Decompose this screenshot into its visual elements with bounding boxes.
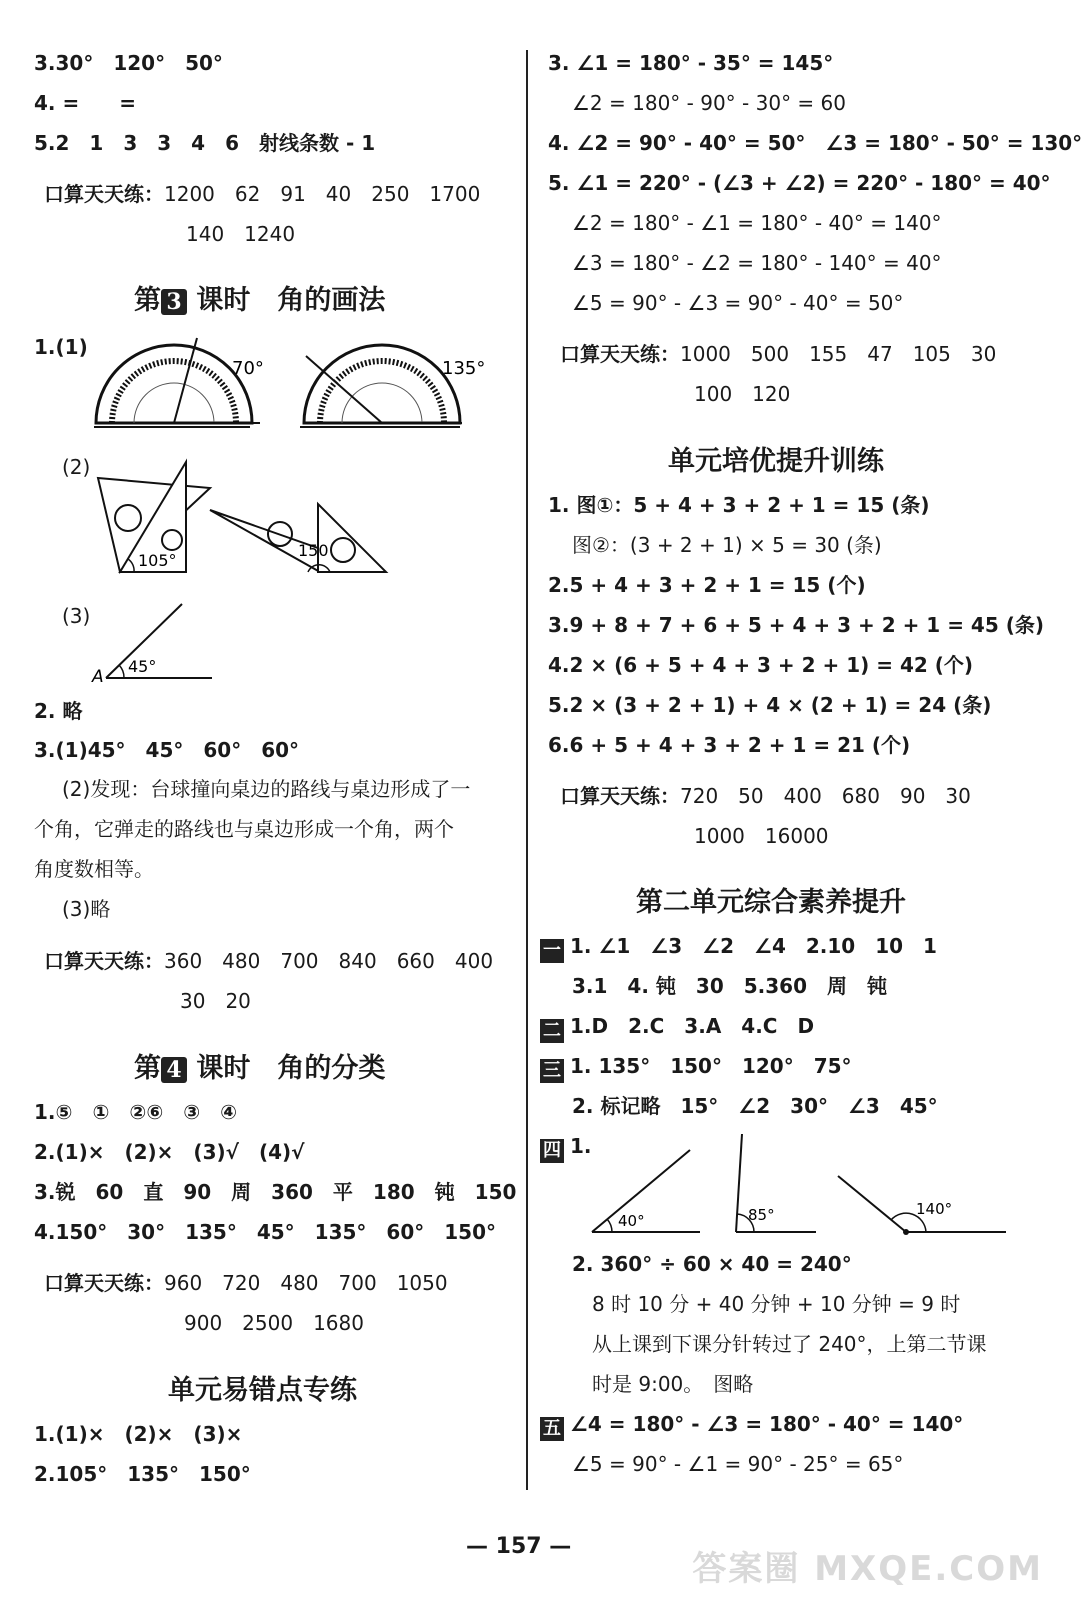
answer-line: ∠5 = 90° - ∠3 = 90° - 40° = 50° bbox=[572, 291, 904, 315]
answer-line: 时是 9:00。 图略 bbox=[592, 1372, 754, 1396]
mental-math-values: 1000 500 155 47 105 30 bbox=[680, 342, 997, 366]
mental-math-label: 口算天天练： bbox=[44, 182, 164, 206]
angle-45-figure bbox=[90, 598, 220, 688]
angle-label-135: 135° bbox=[442, 358, 486, 379]
mental-math-values: 30 20 bbox=[180, 989, 251, 1013]
mental-math-row bbox=[560, 341, 996, 367]
mental-math-values: 100 120 bbox=[694, 382, 791, 406]
answer-line: 五 ∠4 = 180° - ∠3 = 180° - 40° = 140° bbox=[540, 1411, 963, 1441]
answer-line: 四 1. bbox=[540, 1133, 592, 1163]
answer-line: 2. 略 bbox=[34, 699, 83, 723]
answer-line: 3. ∠1 = 180° - 35° = 145° bbox=[548, 51, 834, 75]
mental-math-label: 口算天天练： bbox=[560, 784, 680, 808]
angle-label-70: 70° bbox=[232, 358, 264, 379]
protractor-70 bbox=[94, 338, 260, 427]
angle-85-figure bbox=[736, 1134, 816, 1232]
mental-math-values: 1000 16000 bbox=[694, 824, 829, 848]
set-square-figures bbox=[90, 458, 400, 580]
answer-line: 1. 图①：5 + 4 + 3 + 2 + 1 = 15 (条) bbox=[548, 493, 930, 517]
answer-line: (2)发现：台球撞向桌边的路线与桌边形成了一 bbox=[62, 777, 471, 801]
angle-label-140: 140° bbox=[916, 1200, 953, 1218]
answer-line: ∠5 = 90° - ∠1 = 90° - 25° = 65° bbox=[572, 1452, 904, 1476]
answer-line: 3.锐 60 直 90 周 360 平 180 钝 150 bbox=[34, 1180, 517, 1204]
lesson-heading: 第 4 课时 角的分类 bbox=[134, 1053, 386, 1084]
section-heading: 第二单元综合素养提升 bbox=[636, 887, 906, 918]
question-label: (2) bbox=[62, 455, 91, 479]
section-marker: 五 bbox=[540, 1417, 564, 1441]
answer-line: 4. ∠2 = 90° - 40° = 50° ∠3 = 180° - 50° = 130° bbox=[548, 131, 1082, 155]
lesson-heading: 第 3 课时 角的画法 bbox=[134, 285, 386, 316]
mental-math-label: 口算天天练： bbox=[44, 1271, 164, 1295]
mental-math-values: 720 50 400 680 90 30 bbox=[680, 784, 971, 808]
answer-line: 三 1. 135° 150° 120° 75° bbox=[540, 1053, 852, 1083]
lesson-number-badge: 3 bbox=[161, 289, 187, 315]
answer-line: 8 时 10 分 + 40 分钟 + 10 分钟 = 9 时 bbox=[592, 1292, 961, 1316]
column-divider bbox=[526, 50, 528, 1490]
angle-drawings bbox=[586, 1128, 1010, 1240]
mental-math-label: 口算天天练： bbox=[44, 949, 164, 973]
mental-math-row bbox=[560, 783, 971, 809]
answer-line: 6.6 + 5 + 4 + 3 + 2 + 1 = 21 (个) bbox=[548, 733, 911, 757]
answer-line: ∠3 = 180° - ∠2 = 180° - 140° = 40° bbox=[572, 251, 942, 275]
answer-line: 4. = = bbox=[34, 91, 136, 115]
answer-line: 3.9 + 8 + 7 + 6 + 5 + 4 + 3 + 2 + 1 = 45 (条) bbox=[548, 613, 1044, 637]
watermark: 答案圈 MXQE.COM bbox=[692, 1549, 1043, 1589]
mental-math-values: 1200 62 91 40 250 1700 bbox=[164, 182, 481, 206]
question-label: (3) bbox=[62, 604, 91, 628]
answer-line: 2. 360° ÷ 60 × 40 = 240° bbox=[572, 1252, 852, 1276]
answer-line: ∠2 = 180° - 90° - 30° = 60 bbox=[572, 91, 846, 115]
section-marker: 二 bbox=[540, 1019, 564, 1043]
protractor-135 bbox=[300, 345, 462, 427]
answer-line: 3.30° 120° 50° bbox=[34, 51, 223, 75]
angle-label-45: 45° bbox=[128, 657, 157, 676]
mental-math-values: 900 2500 1680 bbox=[184, 1311, 364, 1335]
section-heading: 单元培优提升训练 bbox=[668, 446, 884, 477]
answer-line: 2. 标记略 15° ∠2 30° ∠3 45° bbox=[572, 1094, 938, 1118]
answer-line: 1.(1)× (2)× (3)× bbox=[34, 1422, 243, 1446]
answer-line: 一 1. ∠1 ∠3 ∠2 ∠4 2.10 10 1 bbox=[540, 933, 937, 963]
answer-line: 图②：(3 + 2 + 1) × 5 = 30 (条) bbox=[572, 533, 882, 557]
angle-label-105: 105° bbox=[138, 551, 177, 570]
mental-math-label: 口算天天练： bbox=[560, 342, 680, 366]
answer-line: 1.⑤ ① ②⑥ ③ ④ bbox=[34, 1100, 238, 1124]
protractor-figures bbox=[90, 338, 486, 438]
answer-line: 5. ∠1 = 220° - (∠3 + ∠2) = 220° - 180° = 40° bbox=[548, 171, 1051, 195]
answer-line: 2.(1)× (2)× (3)√ (4)√ bbox=[34, 1140, 305, 1164]
mental-math-row bbox=[44, 948, 493, 974]
answer-line: 4.150° 30° 135° 45° 135° 60° 150° bbox=[34, 1220, 497, 1244]
question-label: 1.(1) bbox=[34, 335, 88, 359]
point-a-label: A bbox=[92, 667, 104, 687]
mental-math-values: 960 720 480 700 1050 bbox=[164, 1271, 448, 1295]
angle-label-40: 40° bbox=[618, 1212, 645, 1230]
answer-line: 角度数相等。 bbox=[34, 857, 154, 881]
answer-line: ∠2 = 180° - ∠1 = 180° - 40° = 140° bbox=[572, 211, 942, 235]
answer-line: 2.105° 135° 150° bbox=[34, 1462, 251, 1486]
section-heading: 单元易错点专练 bbox=[168, 1375, 357, 1406]
section-marker: 四 bbox=[540, 1139, 564, 1163]
angle-40-figure bbox=[592, 1150, 700, 1232]
answer-line: 3.1 4. 钝 30 5.360 周 钝 bbox=[572, 974, 887, 998]
section-marker: 三 bbox=[540, 1059, 564, 1083]
answer-line: 3.(1)45° 45° 60° 60° bbox=[34, 738, 300, 762]
mental-math-values: 360 480 700 840 660 400 bbox=[164, 949, 494, 973]
answer-line: 5.2 × (3 + 2 + 1) + 4 × (2 + 1) = 24 (条) bbox=[548, 693, 992, 717]
page-number: — 157 — bbox=[466, 1534, 572, 1559]
answer-line: 从上课到下课分针转过了 240°，上第二节课 bbox=[592, 1332, 987, 1356]
answer-line: 5.2 1 3 3 4 6 射线条数 - 1 bbox=[34, 131, 376, 155]
angle-label-85: 85° bbox=[748, 1206, 775, 1224]
angle-140-figure bbox=[838, 1176, 1006, 1235]
lesson-number-badge: 4 bbox=[161, 1057, 187, 1083]
answer-line: 二 1.D 2.C 3.A 4.C D bbox=[540, 1013, 814, 1043]
mental-math-row bbox=[44, 181, 480, 207]
mental-math-row bbox=[44, 1270, 448, 1296]
answer-line: 个角，它弹走的路线也与桌边形成一个角，两个 bbox=[34, 817, 454, 841]
section-marker: 一 bbox=[540, 939, 564, 963]
answer-line: (3)略 bbox=[62, 897, 111, 921]
angle-label-150: 150 bbox=[298, 541, 329, 560]
answer-line: 4.2 × (6 + 5 + 4 + 3 + 2 + 1) = 42 (个) bbox=[548, 653, 974, 677]
mental-math-values: 140 1240 bbox=[186, 222, 296, 246]
answer-line: 2.5 + 4 + 3 + 2 + 1 = 15 (个) bbox=[548, 573, 866, 597]
